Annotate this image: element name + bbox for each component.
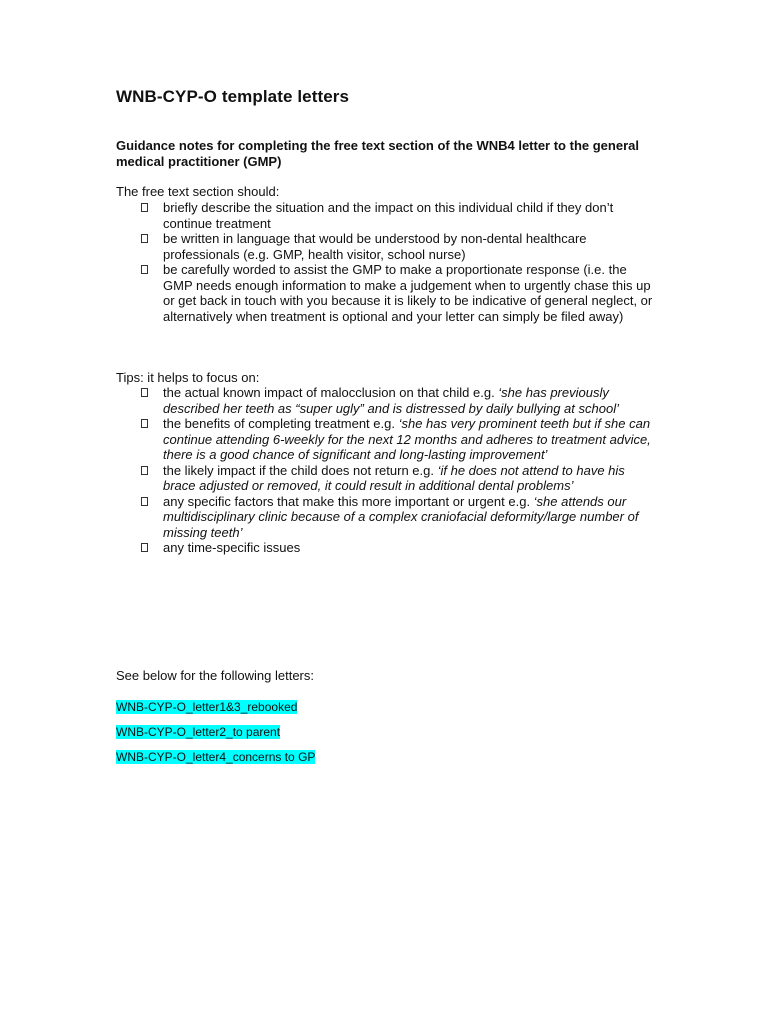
list-item: [116, 463, 676, 494]
tips-list: [116, 385, 676, 556]
tip-text: any time-specific issues: [163, 540, 301, 555]
letters-intro: See below for the following letters:: [116, 668, 314, 683]
guidance-heading: Guidance notes for completing the free text section of the WNB4 letter to the general medical practitioner (GMP): [116, 138, 639, 169]
list-item: [116, 200, 676, 231]
list-item: [116, 231, 676, 262]
list-item: [116, 416, 676, 463]
letter-link-rebooked[interactable]: WNB-CYP-O_letter1&3_rebooked: [116, 700, 298, 714]
bullet-icon: [141, 388, 148, 397]
list-item: [116, 385, 676, 416]
bullet-icon: [141, 234, 148, 243]
tips-intro: Tips: it helps to focus on:: [116, 370, 260, 385]
list-item: [116, 540, 676, 556]
tip-example: ‘she has very prominent teeth but if she can continue attending 6-weekly for the next 12 months and adheres to treatment advice, there is a good chance of significant and long-lasting improvement’: [163, 416, 651, 462]
tip-example: ‘she has previously described her teeth as “super ugly” and is distressed by daily bullying at school’: [163, 385, 619, 416]
list-item-text: briefly describe the situation and the impact on this individual child if they don’t continue treatment: [163, 200, 614, 231]
list-item: [116, 494, 676, 541]
bullet-icon: [141, 265, 148, 274]
letter-link-concerns-to-gp[interactable]: WNB-CYP-O_letter4_concerns to GP: [116, 750, 316, 764]
tip-example: ‘she attends our multidisciplinary clinic because of a complex craniofacial deformity/large number of missing teeth’: [163, 493, 639, 540]
tip-example: ‘if he does not attend to have his brace adjusted or removed, it could result in additional dental problems’: [163, 462, 625, 493]
bullet-icon: [141, 203, 148, 212]
bullet-icon: [141, 497, 148, 506]
free-text-list: [116, 200, 676, 324]
bullet-icon: [141, 419, 148, 428]
tip-text: the likely impact if the child does not return e.g.: [163, 462, 438, 478]
document-title: WNB-CYP-O template letters: [116, 87, 350, 106]
list-item-text: be carefully worded to assist the GMP to make a proportionate response (i.e. the GMP needs enough information to make a judgement when to urgently chase this up or get back in touch with you because it is likely to be indicative of general neglect, or alternatively when treatment is optional and your letter can simply be filed away): [163, 262, 653, 324]
tip-text: the actual known impact of malocclusion on that child e.g.: [163, 385, 499, 400]
bullet-icon: [141, 466, 148, 475]
free-text-intro: The free text section should:: [116, 184, 280, 199]
list-item-text: be written in language that would be understood by non-dental healthcare professionals (e.g. GMP, health visitor, school nurse): [163, 231, 587, 262]
letter-link-to-parent[interactable]: WNB-CYP-O_letter2_to parent: [116, 725, 281, 739]
tip-text: the benefits of completing treatment e.g.: [163, 416, 399, 431]
list-item: [116, 262, 676, 324]
bullet-icon: [141, 543, 148, 552]
tip-text: any specific factors that make this more important or urgent e.g.: [163, 493, 534, 509]
